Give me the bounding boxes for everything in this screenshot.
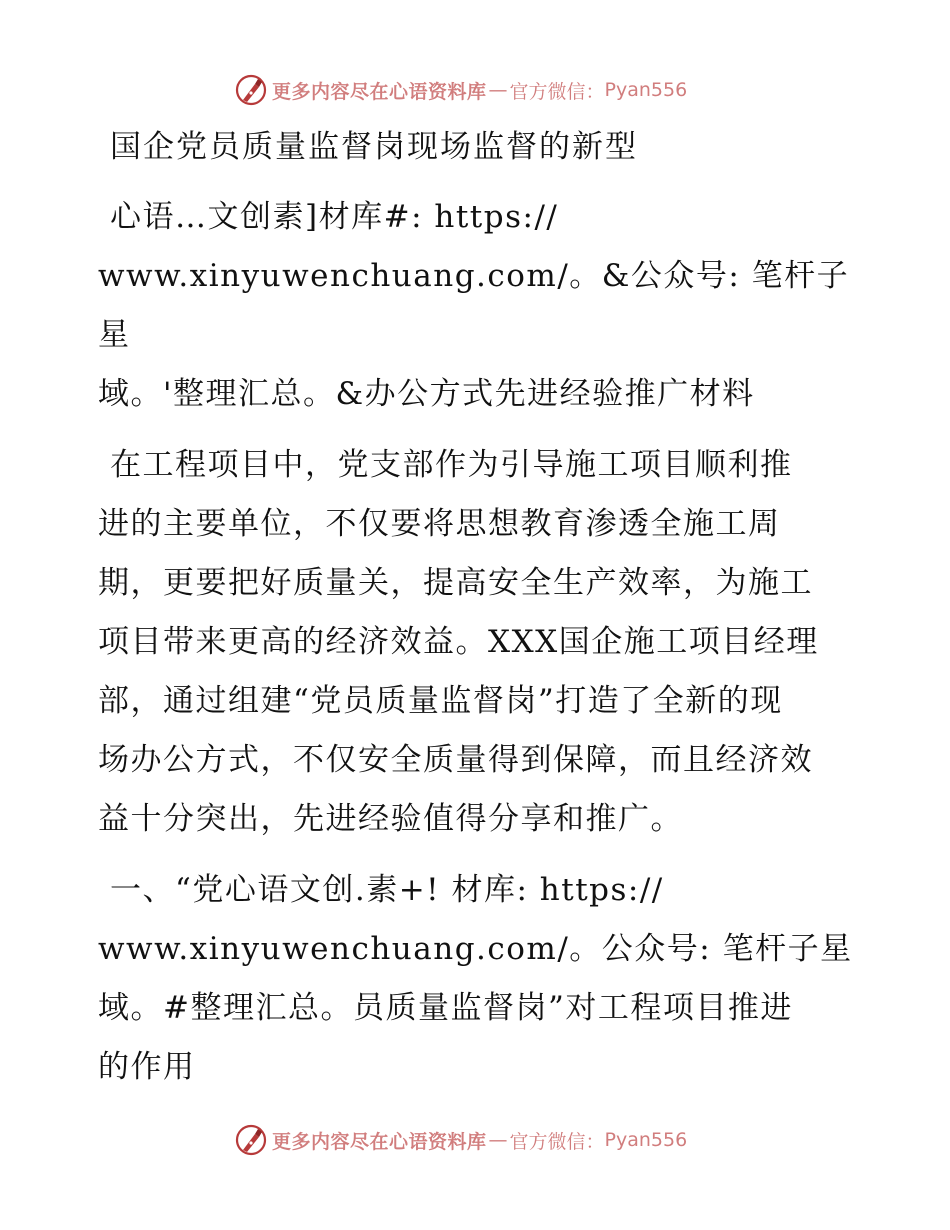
paragraph-line: www.xinyuwenchuang.com/。&公众号: 笔杆子星 bbox=[98, 258, 850, 353]
banner-dash: — bbox=[488, 79, 508, 101]
paragraph-line: 的作用 bbox=[98, 1049, 196, 1085]
paragraph-line: 场办公方式，不仅安全质量得到保障，而且经济效 bbox=[98, 742, 813, 778]
paragraph-body bbox=[98, 436, 858, 849]
document-title: 国企党员质量监督岗现场监督的新型 bbox=[110, 129, 638, 165]
document-body bbox=[98, 118, 858, 1109]
paragraph-line: 域。'整理汇总。&办公方式先进经验推广材料 bbox=[98, 376, 755, 412]
footer-banner bbox=[234, 1122, 687, 1158]
paragraph-line: 益十分突出，先进经验值得分享和推广。 bbox=[98, 801, 683, 837]
paragraph-line: 一、“党心语文创.素+! 材库: https:// bbox=[110, 872, 664, 908]
banner-wechat-id: Pyan556 bbox=[604, 1129, 688, 1151]
paragraph-line: 项目带来更高的经济效益。XXX国企施工项目经理 bbox=[98, 624, 819, 660]
pen-nib-logo-icon bbox=[234, 1123, 268, 1157]
paragraph-intro bbox=[98, 188, 858, 424]
header-banner bbox=[234, 72, 687, 108]
paragraph-line: 域。#整理汇总。员质量监督岗”对工程项目推进 bbox=[98, 990, 793, 1026]
paragraph-line: www.xinyuwenchuang.com/。公众号: 笔杆子星 bbox=[98, 931, 853, 967]
paragraph-line: 在工程项目中，党支部作为引导施工项目顺利推 bbox=[110, 447, 793, 483]
paragraph-line: 部，通过组建“党员质量监督岗”打造了全新的现 bbox=[98, 683, 783, 719]
banner-dash: — bbox=[488, 1129, 508, 1151]
banner-text: 更多内容尽在心语资料库 bbox=[272, 1130, 487, 1153]
banner-wechat-label: 官方微信： bbox=[509, 1130, 605, 1153]
section-heading-1 bbox=[98, 861, 858, 1097]
pen-nib-logo-icon bbox=[234, 73, 268, 107]
banner-wechat-id: Pyan556 bbox=[604, 79, 688, 101]
banner-wechat-label: 官方微信： bbox=[509, 80, 605, 103]
banner-text: 更多内容尽在心语资料库 bbox=[272, 80, 487, 103]
paragraph-line: 期，更要把好质量关，提高安全生产效率，为施工 bbox=[98, 565, 813, 601]
paragraph-line: 心语…文创素]材库#: https:// bbox=[110, 199, 559, 235]
paragraph-line: 进的主要单位，不仅要将思想教育渗透全施工周 bbox=[98, 506, 781, 542]
